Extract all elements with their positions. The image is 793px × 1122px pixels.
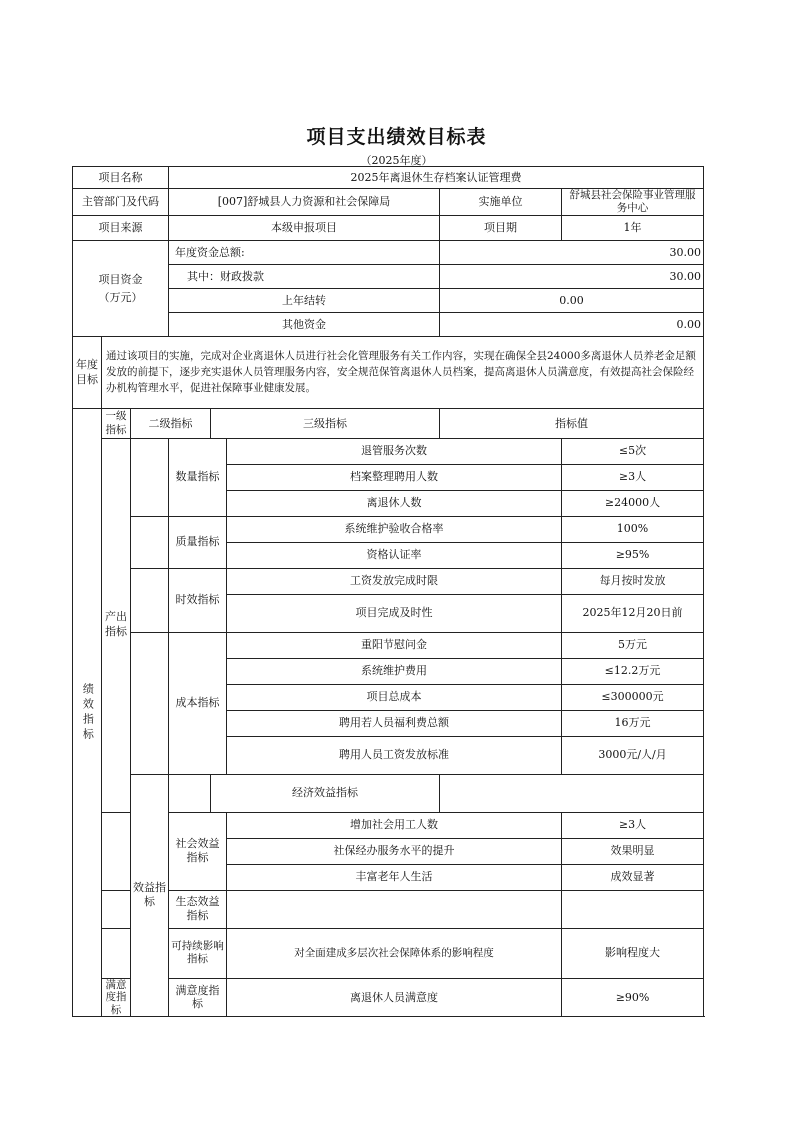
goal-label-line2: 目标 — [76, 372, 98, 386]
indicator-name: 退管服务次数 — [227, 438, 562, 464]
period-value: 1年 — [562, 216, 704, 241]
funds-other-label: 其他资金 — [169, 313, 440, 337]
indicator-value: ≥3人 — [562, 464, 704, 490]
table-row — [73, 438, 704, 464]
indicator-name: 资格认证率 — [227, 542, 562, 568]
funds-carry-label: 上年结转 — [169, 289, 440, 313]
satisfaction-label: 满意度指标 — [169, 978, 227, 1017]
header-level2: 二级指标 — [131, 409, 211, 438]
goal-label — [73, 337, 102, 409]
indicator-name: 项目完成及时性 — [227, 594, 562, 632]
funds-label-line2: （万元） — [98, 290, 143, 304]
project-name-value: 2025年离退休生存档案认证管理费 — [169, 167, 704, 189]
cost-label: 成本指标 — [169, 632, 227, 774]
indicator-name: 社保经办服务水平的提升 — [227, 838, 562, 864]
quality-label: 质量指标 — [169, 516, 227, 568]
period-label: 项目期 — [440, 216, 562, 241]
quantity-label: 数量指标 — [169, 438, 227, 516]
indicator-name: 离退休人数 — [227, 490, 562, 516]
impl-label: 实施单位 — [440, 189, 562, 216]
indicator-value: ≤300000元 — [562, 684, 704, 710]
goal-text: 通过该项目的实施，完成对企业离退休人员进行社会化管理服务有关工作内容，实现在确保全县24000多离退休人员养老金足额发放的前提下，逐步充实退休人员管理服务内容，安全规范保管离退休人员档案，提高离退休人员满意度，有效提高社会保险经办机构管理水平，促进社保障事业健康发展。 — [102, 337, 704, 409]
impl-value: 舒城县社会保险事业管理服务中心 — [562, 189, 704, 216]
indicator-name: 系统维护验收合格率 — [227, 516, 562, 542]
benefit-indicator-label: 效益指标 — [131, 774, 169, 1017]
funds-label-line1: 项目资金 — [98, 273, 143, 287]
indicator-name: 对全面建成多层次社会保障体系的影响程度 — [227, 928, 562, 978]
project-name-label: 项目名称 — [73, 167, 169, 189]
indicator-value: 成效显著 — [562, 864, 704, 890]
indicator-value: 效果明显 — [562, 838, 704, 864]
indicator-value: 2025年12月20日前 — [562, 594, 704, 632]
funds-total-label: 年度资金总额: — [169, 241, 440, 265]
perf-indicator-label: 绩效指标 — [73, 409, 102, 1017]
table-row — [73, 167, 704, 189]
indicator-name: 丰富老年人生活 — [227, 864, 562, 890]
eco-label: 生态效益指标 — [169, 890, 227, 928]
indicator-value: 影响程度大 — [562, 928, 704, 978]
performance-target-table — [72, 166, 704, 1017]
indicator-value: ≥95% — [562, 542, 704, 568]
table-row — [73, 632, 704, 658]
indicator-value: 每月按时发放 — [562, 568, 704, 594]
header-value: 指标值 — [440, 409, 704, 438]
indicator-name: 系统维护费用 — [227, 658, 562, 684]
table-row — [73, 216, 704, 241]
fiscal-year: （2025年度） — [360, 154, 433, 167]
economic-label: 经济效益指标 — [211, 774, 440, 812]
indicator-name: 工资发放完成时限 — [227, 568, 562, 594]
indicator-name: 档案整理聘用人数 — [227, 464, 562, 490]
indicator-value: ≤5次 — [562, 438, 704, 464]
satisfaction-l1-label: 满意度指标 — [102, 978, 131, 1017]
indicator-name: 离退休人员满意度 — [227, 978, 562, 1017]
table-row — [73, 568, 704, 594]
funds-fiscal-label: 其中：财政拨款 — [169, 265, 440, 289]
header-level3: 三级指标 — [211, 409, 440, 438]
indicator-name: 聘用若人员福利费总额 — [227, 710, 562, 736]
indicator-value: ≥24000人 — [562, 490, 704, 516]
table-row — [73, 337, 704, 409]
funds-label — [73, 241, 169, 337]
social-label: 社会效益指标 — [169, 812, 227, 890]
dept-label: 主管部门及代码 — [73, 189, 169, 216]
source-label: 项目来源 — [73, 216, 169, 241]
goal-label-line1: 年度 — [76, 357, 98, 371]
output-indicator-label: 产出指标 — [102, 438, 131, 812]
indicator-value: 3000元/人/月 — [562, 736, 704, 774]
table-row — [73, 774, 704, 812]
table-row — [73, 516, 704, 542]
indicator-name: 聘用人员工资发放标准 — [227, 736, 562, 774]
dept-value: [007]舒城县人力资源和社会保障局 — [169, 189, 440, 216]
funds-carry-value: 0.00 — [440, 289, 704, 313]
sustain-label: 可持续影响指标 — [169, 928, 227, 978]
indicator-value: 5万元 — [562, 632, 704, 658]
indicator-value: 16万元 — [562, 710, 704, 736]
indicator-name: 增加社会用工人数 — [227, 812, 562, 838]
indicator-value: ≥90% — [562, 978, 704, 1017]
indicator-value: 100% — [562, 516, 704, 542]
indicator-value: ≤12.2万元 — [562, 658, 704, 684]
funds-total-value: 30.00 — [440, 241, 704, 265]
page-title: 项目支出绩效目标表 — [306, 126, 487, 148]
table-row — [73, 409, 704, 438]
funds-other-value: 0.00 — [440, 313, 704, 337]
table-row — [73, 241, 704, 265]
indicator-name: 重阳节慰问金 — [227, 632, 562, 658]
indicator-name: 项目总成本 — [227, 684, 562, 710]
source-value: 本级申报项目 — [169, 216, 440, 241]
funds-fiscal-value: 30.00 — [440, 265, 704, 289]
indicator-value: ≥3人 — [562, 812, 704, 838]
table-row — [73, 189, 704, 216]
header-level1: 一级指标 — [102, 409, 131, 438]
time-label: 时效指标 — [169, 568, 227, 632]
